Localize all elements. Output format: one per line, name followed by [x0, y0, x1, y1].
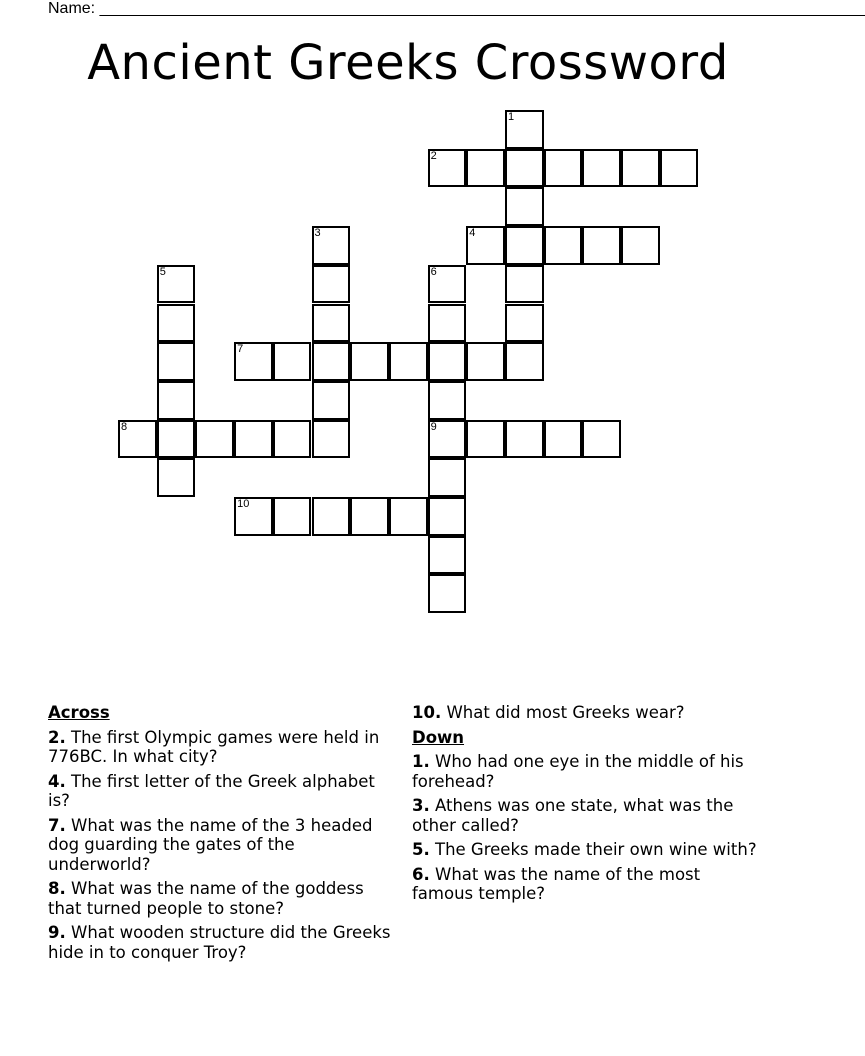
crossword-cell[interactable] — [428, 265, 467, 304]
crossword-cell[interactable] — [273, 342, 312, 381]
crossword-cell[interactable] — [428, 420, 467, 459]
crossword-cell[interactable] — [428, 458, 467, 497]
clues-column-left — [48, 703, 393, 967]
clue-number: 8 — [121, 420, 128, 433]
crossword-cell[interactable] — [389, 497, 428, 536]
crossword-cell[interactable] — [582, 149, 621, 188]
across-heading: Across — [48, 703, 110, 722]
clues-column-right — [412, 703, 757, 909]
crossword-cell[interactable] — [582, 226, 621, 265]
clue-across-8: 8. What was the name of the goddess that turned people to stone? — [48, 879, 364, 918]
crossword-cell[interactable] — [505, 342, 544, 381]
clue-number: 7 — [237, 343, 244, 356]
crossword-cell[interactable] — [234, 420, 273, 459]
crossword-cell[interactable] — [660, 149, 699, 188]
crossword-cell[interactable] — [389, 342, 428, 381]
crossword-cell[interactable] — [428, 536, 467, 575]
clue-down-1: 1. Who had one eye in the middle of his forehead? — [412, 752, 744, 791]
crossword-cell[interactable] — [157, 342, 196, 381]
crossword-cell[interactable] — [312, 226, 351, 265]
crossword-cell[interactable] — [428, 381, 467, 420]
crossword-cell[interactable] — [312, 265, 351, 304]
crossword-cell[interactable] — [312, 497, 351, 536]
crossword-cell[interactable] — [312, 304, 351, 343]
clue-number: 6 — [430, 265, 437, 278]
crossword-cell[interactable] — [273, 420, 312, 459]
crossword-cell[interactable] — [350, 497, 389, 536]
crossword-cell[interactable] — [505, 304, 544, 343]
clue-number: 10 — [237, 498, 250, 510]
clue-down-5: 5. The Greeks made their own wine with? — [412, 840, 757, 859]
crossword-cell[interactable] — [544, 226, 583, 265]
crossword-cell[interactable] — [428, 574, 467, 613]
crossword-cell[interactable] — [234, 497, 273, 536]
clue-down-6: 6. What was the name of the most famous temple? — [412, 864, 701, 903]
clue-across-10: 10. What did most Greeks wear? — [412, 703, 685, 722]
name-label: Name: — [48, 0, 96, 17]
crossword-cell[interactable] — [118, 420, 157, 459]
clue-number: 1 — [508, 111, 515, 123]
clue-number: 5 — [159, 265, 166, 278]
crossword-cell[interactable] — [582, 420, 621, 459]
crossword-cell[interactable] — [350, 342, 389, 381]
clue-number: 9 — [430, 420, 437, 433]
crossword-cell[interactable] — [428, 497, 467, 536]
crossword-cell[interactable] — [505, 149, 544, 188]
clue-number: 2 — [430, 149, 437, 162]
crossword-cell[interactable] — [466, 342, 505, 381]
crossword-cell[interactable] — [621, 149, 660, 188]
page-title: Ancient Greeks Crossword — [87, 35, 729, 91]
crossword-cell[interactable] — [544, 149, 583, 188]
crossword-cell[interactable] — [157, 381, 196, 420]
crossword-cell[interactable] — [505, 265, 544, 304]
crossword-cell[interactable] — [466, 226, 505, 265]
name-blank-line[interactable]: ______________________________________________________________________________________ — [99, 0, 865, 17]
crossword-cell[interactable] — [505, 420, 544, 459]
crossword-cell[interactable] — [466, 420, 505, 459]
clue-across-9: 9. What wooden structure did the Greeks hide in to conquer Troy? — [48, 923, 391, 962]
crossword-cell[interactable] — [195, 420, 234, 459]
crossword-cell[interactable] — [157, 265, 196, 304]
crossword-cell[interactable] — [428, 342, 467, 381]
crossword-cell[interactable] — [544, 420, 583, 459]
clue-number: 3 — [314, 227, 321, 240]
crossword-cell[interactable] — [466, 149, 505, 188]
crossword-cell[interactable] — [234, 342, 273, 381]
clue-across-7: 7. What was the name of the 3 headed dog guarding the gates of the underworld? — [48, 815, 373, 874]
crossword-cell[interactable] — [157, 458, 196, 497]
clue-across-4: 4. The first letter of the Greek alphabet is? — [48, 771, 375, 810]
crossword-cell[interactable] — [505, 187, 544, 226]
clue-across-2: 2. The first Olympic games were held in 776BC. In what city? — [48, 727, 380, 766]
crossword-cell[interactable] — [505, 226, 544, 265]
crossword-cell[interactable] — [428, 304, 467, 343]
down-heading: Down — [412, 727, 465, 747]
crossword-cell[interactable] — [312, 381, 351, 420]
clue-number: 4 — [469, 227, 476, 240]
crossword-cell[interactable] — [273, 497, 312, 536]
crossword-cell[interactable] — [505, 110, 544, 149]
crossword-cell[interactable] — [157, 420, 196, 459]
crossword-cell[interactable] — [312, 420, 351, 459]
clue-down-3: 3. Athens was one state, what was the other called? — [412, 796, 734, 835]
crossword-cell[interactable] — [428, 149, 467, 188]
crossword-cell[interactable] — [157, 304, 196, 343]
crossword-cell[interactable] — [312, 342, 351, 381]
crossword-cell[interactable] — [621, 226, 660, 265]
